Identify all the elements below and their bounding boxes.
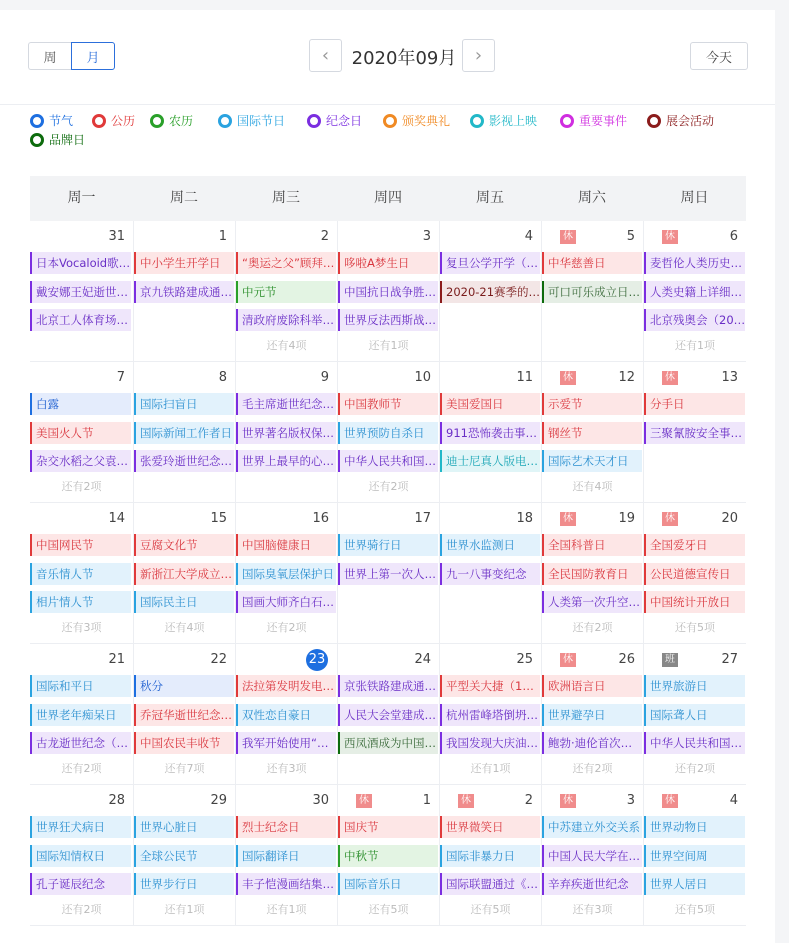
calendar-event[interactable]: 清政府废除科举… [236, 309, 336, 331]
legend-item[interactable] [30, 131, 85, 148]
date-number: 10 [414, 370, 431, 385]
calendar-event[interactable]: 世界避孕日 [542, 704, 642, 726]
calendar-event[interactable]: 国庆节 [338, 816, 438, 838]
calendar-event[interactable]: 人类史籍上详细… [644, 281, 745, 303]
date-number: 19 [618, 511, 635, 526]
legend-label: 展会活动 [666, 114, 715, 128]
date-number: 29 [210, 793, 227, 808]
calendar-event[interactable]: 北京残奥会（20… [644, 309, 745, 331]
holiday-badge: 休 [458, 794, 474, 808]
calendar-event[interactable]: 国际非暴力日 [440, 845, 540, 867]
calendar-event[interactable]: 世界上最早的心… [236, 450, 336, 472]
calendar-event[interactable]: 九一八事变纪念 [440, 563, 540, 585]
calendar-event[interactable]: 国际翻译日 [236, 845, 336, 867]
day-cell[interactable] [541, 362, 643, 502]
calendar-event[interactable]: 孔子诞辰纪念 [30, 873, 131, 895]
calendar-event[interactable]: 美国火人节 [30, 422, 131, 444]
date-number: 26 [618, 652, 635, 667]
legend-item[interactable] [92, 112, 135, 129]
legend-label: 国际节日 [237, 114, 286, 128]
calendar-event[interactable]: 鲍勃·迪伦首次… [542, 732, 642, 754]
more-events-link[interactable]: 还有4项 [572, 480, 613, 493]
date-number: 31 [108, 229, 125, 244]
calendar-event[interactable]: 世界动物日 [644, 816, 745, 838]
calendar-event[interactable]: 丰子恺漫画结集… [236, 873, 336, 895]
more-events-link[interactable]: 还有2项 [572, 762, 613, 775]
date-number: 11 [516, 370, 533, 385]
week-row [30, 362, 746, 503]
legend-dot-icon [470, 114, 484, 128]
date-number: 18 [516, 511, 533, 526]
calendar-event[interactable]: 乔冠华逝世纪念… [134, 704, 234, 726]
calendar-event[interactable]: 豆腐文化节 [134, 534, 234, 556]
day-cell[interactable] [439, 503, 541, 643]
workday-badge: 班 [662, 653, 678, 667]
week-view-button[interactable]: 周 [28, 42, 71, 70]
more-events-link[interactable]: 还有2项 [61, 480, 102, 493]
calendar-event[interactable]: 中国抗日战争胜… [338, 281, 438, 303]
holiday-badge: 休 [356, 794, 372, 808]
calendar-event[interactable]: 中国网民节 [30, 534, 131, 556]
calendar-header [0, 10, 775, 105]
calendar-event[interactable]: 中小学生开学日 [134, 252, 234, 274]
calendar-event[interactable]: 中华人民共和国… [644, 732, 745, 754]
prev-month-button[interactable] [309, 39, 342, 72]
legend-item[interactable] [218, 112, 285, 129]
legend-item[interactable] [560, 112, 627, 129]
chevron-right-icon: › [474, 45, 483, 66]
calendar-event[interactable]: 世界预防自杀日 [338, 422, 438, 444]
calendar-event[interactable]: 世界反法西斯战… [338, 309, 438, 331]
calendar-event[interactable]: 京张铁路建成通… [338, 675, 438, 697]
date-number: 3 [626, 793, 635, 808]
weekday-label: 周日 [680, 190, 709, 206]
calendar-event[interactable]: 分手日 [644, 393, 745, 415]
calendar-event[interactable]: 中国农民丰收节 [134, 732, 234, 754]
calendar-event[interactable]: 中苏建立外交关系 [542, 816, 642, 838]
legend-label: 影视上映 [489, 114, 538, 128]
legend-item[interactable] [647, 112, 714, 129]
next-month-button[interactable] [462, 39, 495, 72]
date-number: 25 [516, 652, 533, 667]
day-cell[interactable] [235, 644, 337, 784]
calendar-event[interactable]: 国画大师齐白石… [236, 591, 336, 613]
date-number: 13 [721, 370, 738, 385]
more-events-link[interactable]: 还有2项 [675, 762, 715, 775]
day-cell[interactable] [235, 221, 337, 361]
legend-label: 农历 [169, 114, 194, 128]
day-cell[interactable] [30, 503, 133, 643]
day-cell[interactable] [643, 362, 746, 502]
calendar-event[interactable]: 毛主席逝世纪念… [236, 393, 336, 415]
day-cell[interactable] [541, 785, 643, 925]
legend-dot-icon [150, 114, 164, 128]
more-events-link[interactable]: 还有1项 [470, 762, 511, 775]
calendar-event[interactable]: 世界空间周 [644, 845, 745, 867]
more-events-link[interactable]: 还有5项 [675, 903, 715, 916]
weekday-label: 周三 [272, 190, 300, 206]
calendar-event[interactable]: 全国爱牙日 [644, 534, 745, 556]
date-number: 4 [524, 229, 533, 244]
date-number: 15 [210, 511, 227, 526]
day-cell[interactable] [439, 644, 541, 784]
calendar-event[interactable]: 国际艺术天才日 [542, 450, 642, 472]
more-events-link[interactable]: 还有1项 [164, 903, 205, 916]
calendar-event[interactable]: 世界上第一次人… [338, 563, 438, 585]
legend-label: 纪念日 [326, 114, 363, 128]
more-events-link[interactable]: 还有5项 [675, 621, 715, 634]
week-row [30, 221, 746, 362]
date-number: 27 [721, 652, 738, 667]
holiday-badge: 休 [560, 653, 576, 667]
weekday-label: 周一 [67, 190, 96, 206]
day-cell[interactable] [133, 785, 235, 925]
day-cell[interactable] [541, 503, 643, 643]
legend-dot-icon [92, 114, 106, 128]
day-cell[interactable] [337, 785, 439, 925]
day-cell[interactable] [643, 221, 746, 361]
day-cell[interactable] [235, 785, 337, 925]
calendar-event[interactable]: 国际民主日 [134, 591, 234, 613]
calendar-event[interactable]: 我国发现大庆油… [440, 732, 540, 754]
more-events-link[interactable]: 还有1项 [675, 339, 715, 352]
calendar-event[interactable]: 杭州雷峰塔倒坍… [440, 704, 540, 726]
weekday-label: 周六 [578, 190, 606, 206]
day-cell[interactable] [337, 644, 439, 784]
calendar-event[interactable]: 烈士纪念日 [236, 816, 336, 838]
calendar-event[interactable]: 世界旅游日 [644, 675, 745, 697]
calendar-event[interactable]: 复旦公学开学（… [440, 252, 540, 274]
calendar-event[interactable]: 杂交水稻之父袁… [30, 450, 131, 472]
calendar-event[interactable]: 中国统计开放日 [644, 591, 745, 613]
calendar-event[interactable]: 新浙江大学成立… [134, 563, 234, 585]
date-number: 5 [626, 229, 635, 244]
weekday-label: 周二 [170, 190, 198, 206]
weekday-label: 周四 [374, 190, 402, 206]
calendar-event[interactable]: 世界微笑日 [440, 816, 540, 838]
week-row [30, 644, 746, 785]
holiday-badge: 休 [560, 371, 576, 385]
legend-item[interactable] [307, 112, 362, 129]
calendar-event[interactable]: 人类第一次升空… [542, 591, 642, 613]
legend-dot-icon [30, 114, 44, 128]
day-cell[interactable] [541, 644, 643, 784]
day-cell[interactable] [30, 644, 133, 784]
calendar-event[interactable]: 古龙逝世纪念（… [30, 732, 131, 754]
legend-label: 重要事件 [579, 114, 628, 128]
holiday-badge: 休 [560, 512, 576, 526]
legend-dot-icon [383, 114, 397, 128]
day-cell[interactable] [337, 362, 439, 502]
calendar-event[interactable]: 国际音乐日 [338, 873, 438, 895]
calendar-event[interactable]: 美国爱国日 [440, 393, 540, 415]
calendar-event[interactable]: 世界老年痴呆日 [30, 704, 131, 726]
calendar-event[interactable]: 中华慈善日 [542, 252, 642, 274]
legend-dot-icon [560, 114, 574, 128]
holiday-badge: 休 [662, 512, 678, 526]
day-cell[interactable] [30, 785, 133, 925]
date-number: 12 [618, 370, 635, 385]
calendar-event[interactable]: 中元节 [236, 281, 336, 303]
day-cell[interactable] [133, 503, 235, 643]
calendar-event[interactable]: 2020-21赛季的… [440, 281, 540, 303]
calendar-event[interactable]: 全球公民节 [134, 845, 234, 867]
calendar-event[interactable]: 西凤酒成为中国… [338, 732, 438, 754]
legend-dot-icon [218, 114, 232, 128]
holiday-badge: 休 [662, 794, 678, 808]
calendar-event[interactable]: 911恐怖袭击事… [440, 422, 540, 444]
more-events-link[interactable]: 还有3项 [266, 762, 307, 775]
day-cell[interactable] [337, 221, 439, 361]
calendar-event[interactable]: 秋分 [134, 675, 234, 697]
more-events-link[interactable]: 还有3项 [61, 621, 102, 634]
calendar-event[interactable]: 双性恋自豪日 [236, 704, 336, 726]
calendar-event[interactable]: 音乐情人节 [30, 563, 131, 585]
calendar-event[interactable]: 中国脑健康日 [236, 534, 336, 556]
calendar-event[interactable]: 公民道德宣传日 [644, 563, 745, 585]
date-number: 7 [116, 370, 125, 385]
month-title: 2020年09月 [351, 48, 457, 69]
calendar-event[interactable]: 世界水监测日 [440, 534, 540, 556]
date-number: 24 [414, 652, 431, 667]
calendar-event[interactable]: 戴安娜王妃逝世… [30, 281, 131, 303]
legend-dot-icon [30, 133, 44, 147]
legend-item[interactable] [383, 112, 450, 129]
calendar-event[interactable]: 哆啦A梦生日 [338, 252, 438, 274]
calendar-event[interactable]: 迪士尼真人版电… [440, 450, 540, 472]
calendar-event[interactable]: “奥运之父”顾拜… [236, 252, 336, 274]
date-number: 20 [721, 511, 738, 526]
calendar-event[interactable]: 相片情人节 [30, 591, 131, 613]
date-number: 16 [312, 511, 329, 526]
calendar-event[interactable]: 国际扫盲日 [134, 393, 234, 415]
day-cell[interactable] [439, 362, 541, 502]
calendar-event[interactable]: 全国科普日 [542, 534, 642, 556]
date-number: 1 [218, 229, 227, 244]
today-button[interactable]: 今天 [690, 42, 748, 70]
calendar-event[interactable]: 国际聋人日 [644, 704, 745, 726]
calendar-event[interactable]: 国际臭氧层保护日 [236, 563, 336, 585]
day-cell[interactable] [235, 503, 337, 643]
calendar-event[interactable]: 世界骑行日 [338, 534, 438, 556]
day-cell[interactable] [30, 221, 133, 361]
more-events-link[interactable]: 还有2项 [572, 621, 613, 634]
calendar-event[interactable]: 京九铁路建成通… [134, 281, 234, 303]
date-number: 30 [312, 793, 329, 808]
day-cell[interactable] [337, 503, 439, 643]
legend-dot-icon [307, 114, 321, 128]
calendar-event[interactable]: 示爱节 [542, 393, 642, 415]
view-switch [28, 42, 115, 70]
calendar-event[interactable]: 国际联盟通过《… [440, 873, 540, 895]
day-cell[interactable] [643, 503, 746, 643]
calendar-event[interactable]: 国际和平日 [30, 675, 131, 697]
day-cell[interactable] [541, 221, 643, 361]
more-events-link[interactable]: 还有5项 [368, 903, 409, 916]
date-number: 4 [729, 793, 738, 808]
week-row [30, 503, 746, 644]
calendar-event[interactable]: 中国教师节 [338, 393, 438, 415]
holiday-badge: 休 [662, 230, 678, 244]
week-row [30, 785, 746, 926]
day-cell[interactable] [643, 644, 746, 784]
calendar-event[interactable]: 白露 [30, 393, 131, 415]
calendar-event[interactable]: 法拉第发明发电… [236, 675, 336, 697]
legend-label: 公历 [111, 114, 136, 128]
calendar-event[interactable]: 世界狂犬病日 [30, 816, 131, 838]
more-events-link[interactable]: 还有7项 [164, 762, 205, 775]
day-cell[interactable] [133, 221, 235, 361]
more-events-link[interactable]: 还有3项 [572, 903, 613, 916]
date-number: 2 [320, 229, 329, 244]
calendar-event[interactable]: 辛弃疾逝世纪念 [542, 873, 642, 895]
date-number: 2 [524, 793, 533, 808]
day-cell[interactable] [439, 785, 541, 925]
more-events-link[interactable]: 还有2项 [61, 903, 102, 916]
more-events-link[interactable]: 还有4项 [266, 339, 307, 352]
calendar-event[interactable]: 全民国防教育日 [542, 563, 642, 585]
calendar-event[interactable]: 世界著名版权保… [236, 422, 336, 444]
day-cell[interactable] [133, 362, 235, 502]
weekday-header [30, 176, 746, 221]
calendar-event[interactable]: 平型关大捷（1… [440, 675, 540, 697]
day-cell[interactable] [133, 644, 235, 784]
calendar-event[interactable]: 中国人民大学在… [542, 845, 642, 867]
date-number: 17 [414, 511, 431, 526]
calendar-event[interactable]: 欧洲语言日 [542, 675, 642, 697]
calendar-event[interactable]: 中秋节 [338, 845, 438, 867]
calendar-event[interactable]: 北京工人体育场… [30, 309, 131, 331]
legend-label: 节气 [49, 114, 74, 128]
day-cell[interactable] [643, 785, 746, 925]
holiday-badge: 休 [560, 230, 576, 244]
calendar-event[interactable]: 国际知情权日 [30, 845, 131, 867]
date-number: 6 [729, 229, 738, 244]
date-number: 22 [210, 652, 227, 667]
today-date: 23 [306, 649, 328, 671]
calendar-event[interactable]: 日本Vocaloid歌… [30, 252, 131, 274]
calendar-event[interactable]: 世界步行日 [134, 873, 234, 895]
legend-dot-icon [647, 114, 661, 128]
date-number: 1 [422, 793, 431, 808]
calendar-event[interactable]: 三聚氰胺安全事… [644, 422, 745, 444]
calendar-event[interactable]: 麦哲伦人类历史… [644, 252, 745, 274]
date-number: 14 [108, 511, 125, 526]
date-number: 8 [218, 370, 227, 385]
day-cell[interactable] [30, 362, 133, 502]
legend-label: 品牌日 [49, 133, 86, 147]
more-events-link[interactable]: 还有5项 [470, 903, 511, 916]
calendar-event[interactable]: 钢丝节 [542, 422, 642, 444]
day-cell[interactable] [235, 362, 337, 502]
calendar-event[interactable]: 世界心脏日 [134, 816, 234, 838]
calendar-event[interactable]: 国际新闻工作者日 [134, 422, 234, 444]
month-grid [30, 176, 746, 926]
weekday-label: 周五 [476, 190, 504, 206]
holiday-badge: 休 [662, 371, 678, 385]
date-number: 9 [320, 370, 329, 385]
calendar-event[interactable]: 世界人居日 [644, 873, 745, 895]
calendar-event[interactable]: 可口可乐成立日… [542, 281, 642, 303]
calendar-event[interactable]: 张爱玲逝世纪念… [134, 450, 234, 472]
more-events-link[interactable]: 还有1项 [368, 339, 409, 352]
more-events-link[interactable]: 还有2项 [61, 762, 102, 775]
calendar-event[interactable]: 我军开始使用“… [236, 732, 336, 754]
calendar-event[interactable]: 人民大会堂建成… [338, 704, 438, 726]
legend-item[interactable] [150, 112, 193, 129]
chevron-left-icon: ‹ [321, 45, 330, 66]
calendar-event[interactable]: 中华人民共和国… [338, 450, 438, 472]
holiday-badge: 休 [560, 794, 576, 808]
day-cell[interactable] [439, 221, 541, 361]
more-events-link[interactable]: 还有2项 [368, 480, 409, 493]
date-number: 3 [422, 229, 431, 244]
month-view-button[interactable]: 月 [71, 42, 115, 70]
legend-item[interactable] [30, 112, 73, 129]
more-events-link[interactable]: 还有1项 [266, 903, 307, 916]
date-number: 28 [108, 793, 125, 808]
legend-label: 颁奖典礼 [402, 114, 451, 128]
more-events-link[interactable]: 还有2项 [266, 621, 307, 634]
more-events-link[interactable]: 还有4项 [164, 621, 205, 634]
date-number: 21 [108, 652, 125, 667]
legend-item[interactable] [470, 112, 537, 129]
